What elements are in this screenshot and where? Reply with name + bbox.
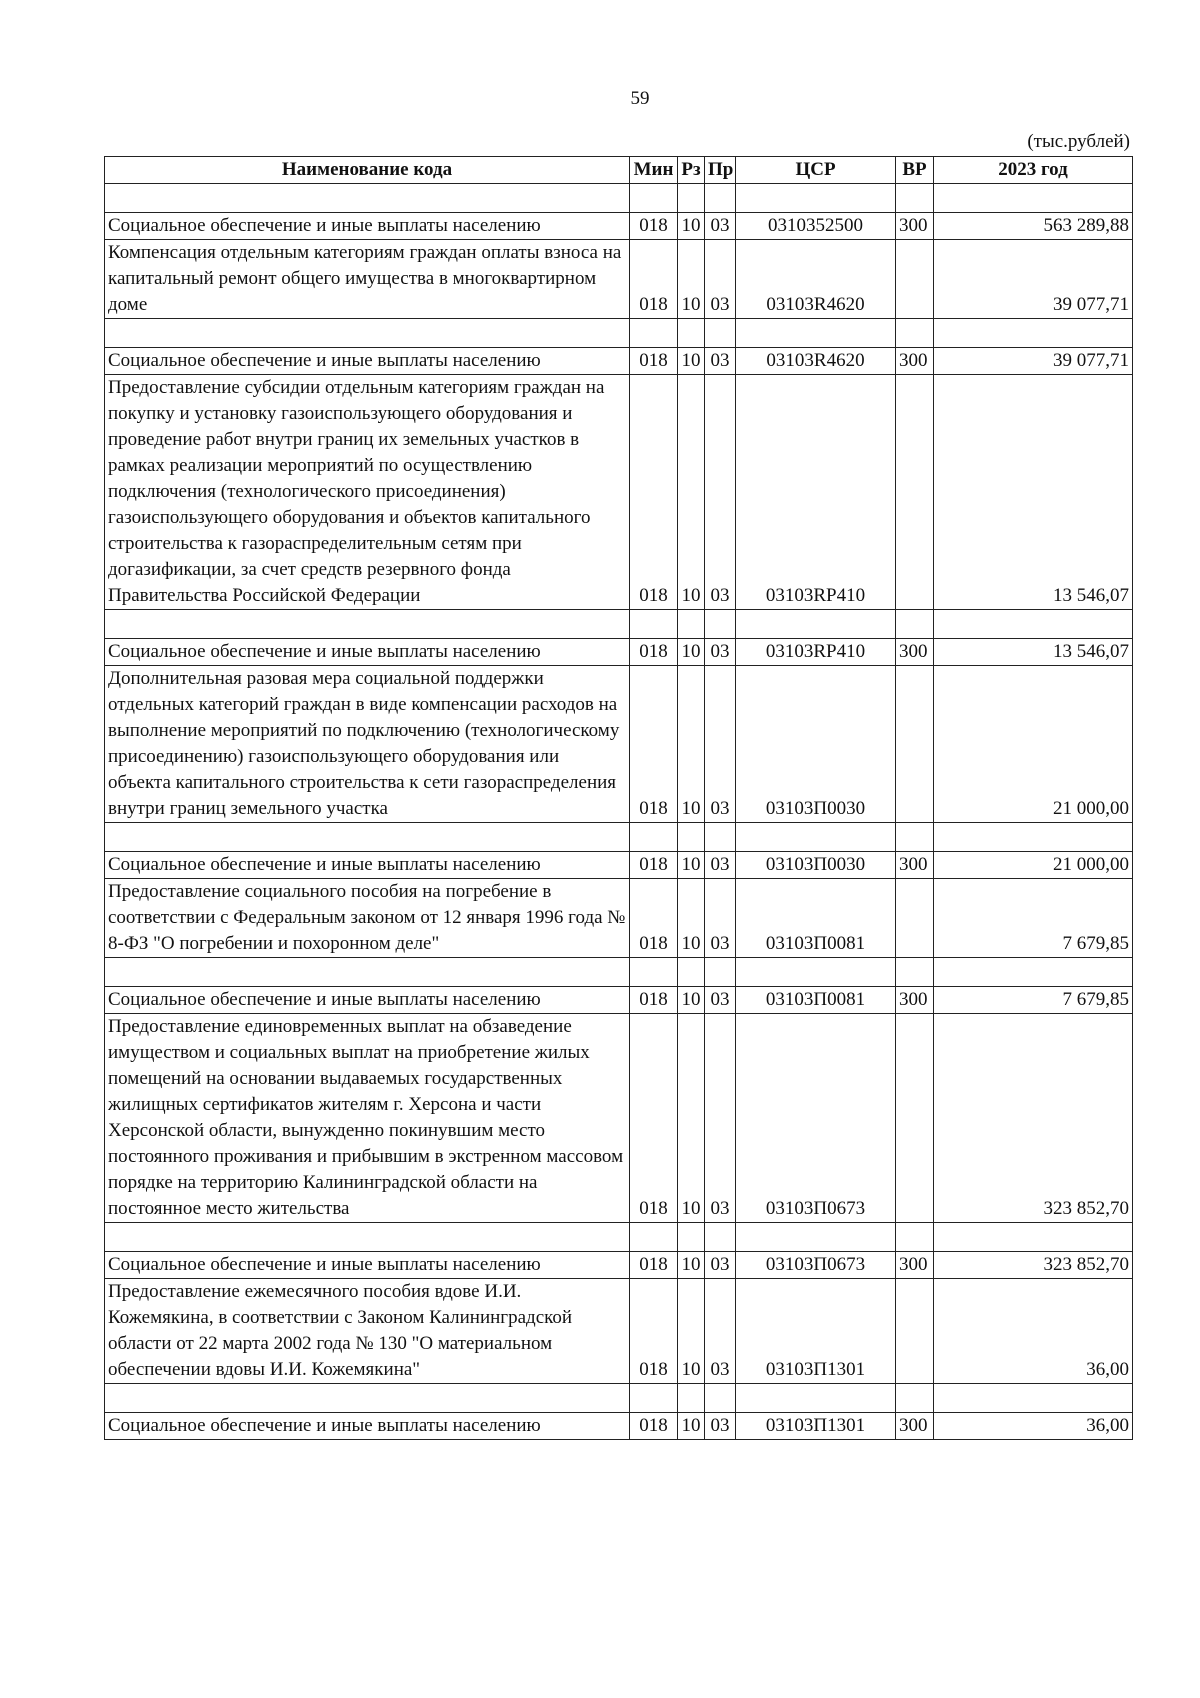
- cell-pr: 03: [705, 666, 736, 823]
- cell-pr: 03: [705, 879, 736, 958]
- page-number: 59: [630, 88, 650, 109]
- cell-name: Социальное обеспечение и иные выплаты населению: [105, 852, 630, 879]
- cell-name: Социальное обеспечение и иные выплаты населению: [105, 1413, 630, 1440]
- cell-min: 018: [630, 348, 678, 375]
- table-header: [105, 157, 1133, 184]
- cell-name: Предоставление единовременных выплат на обзаведение имуществом и социальных выплат на приобретение жилых помещений на основании выдаваемых государственных жилищных сертификатов жителям г. Херсона и части Херсонской области, вынужденно покинувшим место постоянного проживания и прибывшим в экстренном массовом порядке на территорию Калининградской области на постоянное место жительства: [105, 1014, 630, 1223]
- spacer-row: [105, 823, 1133, 852]
- cell-min: 018: [630, 1413, 678, 1440]
- cell-csr: 03103П0081: [736, 987, 896, 1014]
- cell-pr: 03: [705, 852, 736, 879]
- header-pr: Пр: [705, 157, 736, 184]
- cell-sum: 39 077,71: [934, 240, 1133, 319]
- cell-name: Предоставление социального пособия на погребение в соответствии с Федеральным законом от 12 января 1996 года № 8-ФЗ "О погребении и похоронном деле": [105, 879, 630, 958]
- spacer-cell: [630, 958, 678, 987]
- cell-min: 018: [630, 375, 678, 610]
- cell-csr: 03103П0030: [736, 852, 896, 879]
- table-row: [105, 375, 1133, 610]
- cell-pr: 03: [705, 639, 736, 666]
- cell-min: 018: [630, 639, 678, 666]
- spacer-cell: [705, 184, 736, 213]
- spacer-cell: [934, 1223, 1133, 1252]
- header-csr: ЦСР: [736, 157, 896, 184]
- spacer-cell: [678, 610, 705, 639]
- header-year: 2023 год: [934, 157, 1133, 184]
- spacer-cell: [678, 823, 705, 852]
- spacer-cell: [736, 1223, 896, 1252]
- cell-min: 018: [630, 213, 678, 240]
- cell-pr: 03: [705, 348, 736, 375]
- table-row: [105, 1014, 1133, 1223]
- cell-vr: 300: [896, 1413, 934, 1440]
- spacer-cell: [934, 823, 1133, 852]
- cell-name: Дополнительная разовая мера социальной поддержки отдельных категорий граждан в виде компенсации расходов на выполнение мероприятий по подключению (технологическому присоединению) газоиспользующего оборудования или объекта капитального строительства к сети газораспределения внутри границ земельного участка: [105, 666, 630, 823]
- spacer-cell: [896, 958, 934, 987]
- spacer-row: [105, 610, 1133, 639]
- spacer-cell: [934, 319, 1133, 348]
- cell-min: 018: [630, 240, 678, 319]
- cell-vr: [896, 375, 934, 610]
- cell-rz: 10: [678, 987, 705, 1014]
- cell-name: Социальное обеспечение и иные выплаты населению: [105, 213, 630, 240]
- cell-vr: [896, 666, 934, 823]
- table-row: [105, 987, 1133, 1014]
- spacer-cell: [896, 823, 934, 852]
- cell-sum: 563 289,88: [934, 213, 1133, 240]
- cell-name: Социальное обеспечение и иные выплаты населению: [105, 348, 630, 375]
- cell-name: Социальное обеспечение и иные выплаты населению: [105, 639, 630, 666]
- cell-csr: 03103RP410: [736, 375, 896, 610]
- cell-csr: 03103П1301: [736, 1413, 896, 1440]
- cell-pr: 03: [705, 213, 736, 240]
- cell-min: 018: [630, 1014, 678, 1223]
- spacer-cell: [678, 184, 705, 213]
- cell-min: 018: [630, 1252, 678, 1279]
- cell-sum: 13 546,07: [934, 639, 1133, 666]
- cell-csr: 03103П0030: [736, 666, 896, 823]
- table-row: [105, 1279, 1133, 1384]
- spacer-cell: [105, 1223, 630, 1252]
- cell-name: Компенсация отдельным категориям граждан оплаты взноса на капитальный ремонт общего имущества в многоквартирном доме: [105, 240, 630, 319]
- spacer-cell: [630, 823, 678, 852]
- cell-csr: 03103П0673: [736, 1252, 896, 1279]
- spacer-cell: [705, 1223, 736, 1252]
- cell-rz: 10: [678, 240, 705, 319]
- cell-min: 018: [630, 666, 678, 823]
- spacer-cell: [105, 958, 630, 987]
- spacer-cell: [736, 958, 896, 987]
- spacer-cell: [934, 958, 1133, 987]
- cell-rz: 10: [678, 666, 705, 823]
- table-row: [105, 1413, 1133, 1440]
- cell-rz: 10: [678, 348, 705, 375]
- table-row: [105, 348, 1133, 375]
- cell-sum: 323 852,70: [934, 1014, 1133, 1223]
- spacer-cell: [678, 1384, 705, 1413]
- spacer-cell: [934, 1384, 1133, 1413]
- header-vr: ВР: [896, 157, 934, 184]
- spacer-cell: [630, 184, 678, 213]
- spacer-cell: [896, 319, 934, 348]
- cell-vr: 300: [896, 1252, 934, 1279]
- cell-vr: [896, 240, 934, 319]
- cell-csr: 03103П0081: [736, 879, 896, 958]
- cell-csr: 03103П1301: [736, 1279, 896, 1384]
- cell-vr: 300: [896, 348, 934, 375]
- header-rz: Рз: [678, 157, 705, 184]
- spacer-cell: [736, 823, 896, 852]
- cell-csr: 03103RP410: [736, 639, 896, 666]
- cell-rz: 10: [678, 1279, 705, 1384]
- table-row: [105, 879, 1133, 958]
- cell-min: 018: [630, 1279, 678, 1384]
- spacer-row: [105, 958, 1133, 987]
- cell-vr: 300: [896, 852, 934, 879]
- budget-table: [104, 156, 1133, 1440]
- cell-rz: 10: [678, 213, 705, 240]
- spacer-cell: [736, 319, 896, 348]
- spacer-cell: [705, 823, 736, 852]
- cell-min: 018: [630, 852, 678, 879]
- cell-rz: 10: [678, 852, 705, 879]
- cell-pr: 03: [705, 987, 736, 1014]
- spacer-cell: [896, 1223, 934, 1252]
- spacer-cell: [678, 1223, 705, 1252]
- cell-name: Социальное обеспечение и иные выплаты населению: [105, 1252, 630, 1279]
- cell-pr: 03: [705, 1252, 736, 1279]
- cell-vr: 300: [896, 987, 934, 1014]
- spacer-cell: [896, 184, 934, 213]
- spacer-cell: [705, 1384, 736, 1413]
- cell-csr: 03103R4620: [736, 240, 896, 319]
- spacer-row: [105, 184, 1133, 213]
- header-min: Мин: [630, 157, 678, 184]
- cell-vr: [896, 879, 934, 958]
- table-row: [105, 240, 1133, 319]
- spacer-cell: [736, 610, 896, 639]
- spacer-cell: [736, 184, 896, 213]
- cell-rz: 10: [678, 639, 705, 666]
- spacer-cell: [934, 184, 1133, 213]
- cell-pr: 03: [705, 240, 736, 319]
- cell-vr: [896, 1279, 934, 1384]
- cell-csr: 0310352500: [736, 213, 896, 240]
- spacer-row: [105, 1223, 1133, 1252]
- cell-sum: 39 077,71: [934, 348, 1133, 375]
- cell-min: 018: [630, 879, 678, 958]
- table-row: [105, 639, 1133, 666]
- cell-sum: 7 679,85: [934, 987, 1133, 1014]
- spacer-row: [105, 1384, 1133, 1413]
- header-name: Наименование кода: [105, 157, 630, 184]
- spacer-cell: [896, 1384, 934, 1413]
- cell-sum: 21 000,00: [934, 666, 1133, 823]
- spacer-row: [105, 319, 1133, 348]
- cell-sum: 323 852,70: [934, 1252, 1133, 1279]
- cell-sum: 21 000,00: [934, 852, 1133, 879]
- cell-vr: [896, 1014, 934, 1223]
- spacer-cell: [105, 1384, 630, 1413]
- table-row: [105, 213, 1133, 240]
- spacer-cell: [630, 1384, 678, 1413]
- cell-csr: 03103R4620: [736, 348, 896, 375]
- cell-sum: 36,00: [934, 1413, 1133, 1440]
- table-body: [105, 184, 1133, 1440]
- spacer-cell: [705, 610, 736, 639]
- table-row: [105, 1252, 1133, 1279]
- units-label: (тыс.рублей): [1027, 131, 1130, 152]
- spacer-cell: [105, 184, 630, 213]
- spacer-cell: [630, 319, 678, 348]
- spacer-cell: [934, 610, 1133, 639]
- spacer-cell: [630, 1223, 678, 1252]
- table-row: [105, 852, 1133, 879]
- spacer-cell: [630, 610, 678, 639]
- cell-pr: 03: [705, 1279, 736, 1384]
- spacer-cell: [678, 958, 705, 987]
- table-row: [105, 666, 1133, 823]
- spacer-cell: [896, 610, 934, 639]
- cell-rz: 10: [678, 1252, 705, 1279]
- cell-sum: 7 679,85: [934, 879, 1133, 958]
- cell-pr: 03: [705, 1014, 736, 1223]
- spacer-cell: [705, 958, 736, 987]
- cell-vr: 300: [896, 213, 934, 240]
- spacer-cell: [105, 823, 630, 852]
- cell-name: Предоставление ежемесячного пособия вдове И.И. Кожемякина, в соответствии с Законом Калининградской области от 22 марта 2002 года № 130 "О материальном обеспечении вдовы И.И. Кожемякина": [105, 1279, 630, 1384]
- cell-rz: 10: [678, 1014, 705, 1223]
- cell-rz: 10: [678, 879, 705, 958]
- spacer-cell: [705, 319, 736, 348]
- cell-pr: 03: [705, 1413, 736, 1440]
- cell-sum: 13 546,07: [934, 375, 1133, 610]
- cell-csr: 03103П0673: [736, 1014, 896, 1223]
- cell-name: Социальное обеспечение и иные выплаты населению: [105, 987, 630, 1014]
- cell-vr: 300: [896, 639, 934, 666]
- cell-sum: 36,00: [934, 1279, 1133, 1384]
- spacer-cell: [678, 319, 705, 348]
- spacer-cell: [105, 610, 630, 639]
- cell-rz: 10: [678, 375, 705, 610]
- cell-name: Предоставление субсидии отдельным категориям граждан на покупку и установку газоиспользующего оборудования и проведение работ внутри границ их земельных участков в рамках реализации мероприятий по осуществлению подключения (технологического присоединения) газоиспользующего оборудования и объектов капитального строительства к газораспределительным сетям при догазификации, за счет средств резервного фонда Правительства Российской Федерации: [105, 375, 630, 610]
- cell-pr: 03: [705, 375, 736, 610]
- spacer-cell: [105, 319, 630, 348]
- spacer-cell: [736, 1384, 896, 1413]
- cell-rz: 10: [678, 1413, 705, 1440]
- cell-min: 018: [630, 987, 678, 1014]
